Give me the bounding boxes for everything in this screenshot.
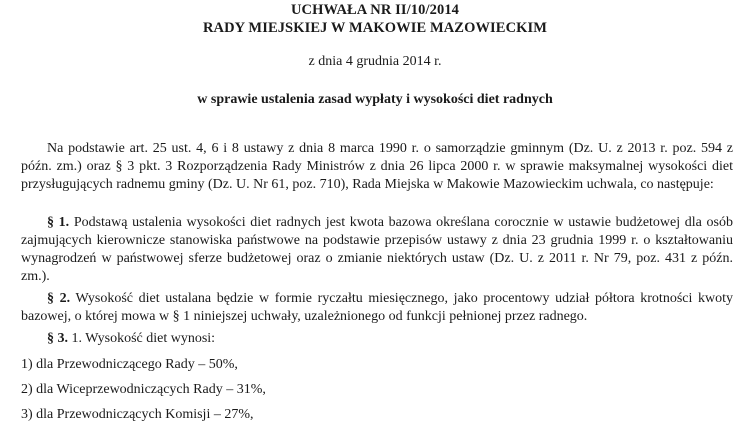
section-1-label: § 1. xyxy=(47,215,70,230)
section-2-paragraph xyxy=(21,290,733,326)
preamble-paragraph: Na podstawie art. 25 ust. 4, 6 i 8 ustawy z dnia 8 marca 1990 r. o samorządzie gminnym (Dz. U. z 2013 r. poz. 594 z późn. zm.) oraz § 3 pkt. 3 Rozporządzenia Rady Ministrów z dnia 26 lipca 2000 r. w sprawie maksymalnej wysokości diet przysługujących radnemu gminy (Dz. U. Nr 61, poz. 710), Rada Miejska w Makowie Mazowieckim uchwala, co następuje: xyxy=(21,141,733,192)
section-2-text: Wysokość diet ustalana będzie w formie ryczałtu miesięcznego, jako procentowy udział półtora krotności kwoty bazowej, o której mowa w § 1 niniejszej uchwały, uzależnionego od funkcji pełnionej przez radnego. xyxy=(21,291,734,324)
council-name: RADY MIEJSKIEJ W MAKOWIE MAZOWIECKIM xyxy=(202,20,548,36)
list-item-2: 2) dla Wiceprzewodniczących Rady – 31%, xyxy=(21,382,266,397)
section-3-text: 1. Wysokość diet wynosi: xyxy=(71,331,216,346)
list-item-3: 3) dla Przewodniczących Komisji – 27%, xyxy=(21,407,254,422)
section-2-label: § 2. xyxy=(47,291,71,306)
resolution-number: UCHWAŁA NR II/10/2014 xyxy=(290,2,460,18)
resolution-subject: w sprawie ustalenia zasad wypłaty i wysokości diet radnych xyxy=(197,92,553,107)
resolution-date: z dnia 4 grudnia 2014 r. xyxy=(308,54,442,69)
section-3-paragraph xyxy=(21,330,750,348)
section-1-paragraph xyxy=(21,214,733,286)
section-3-label: § 3. xyxy=(47,331,68,346)
list-item-1: 1) dla Przewodniczącego Rady – 50%, xyxy=(21,357,238,372)
section-1-text: Podstawą ustalenia wysokości diet radnych jest kwota bazowa określana corocznie w ustawie budżetowej dla osób zajmujących kierownicze stanowiska państwowe na podstawie przepisów ustawy z dnia 23 grudnia 1999 r. o kształtowaniu wynagrodzeń w państwowej sferze budżetowej oraz o zmianie niektórych ustaw (Dz. U. z 2011 r. Nr 79, poz. 431 z późn. zm.). xyxy=(21,215,734,284)
